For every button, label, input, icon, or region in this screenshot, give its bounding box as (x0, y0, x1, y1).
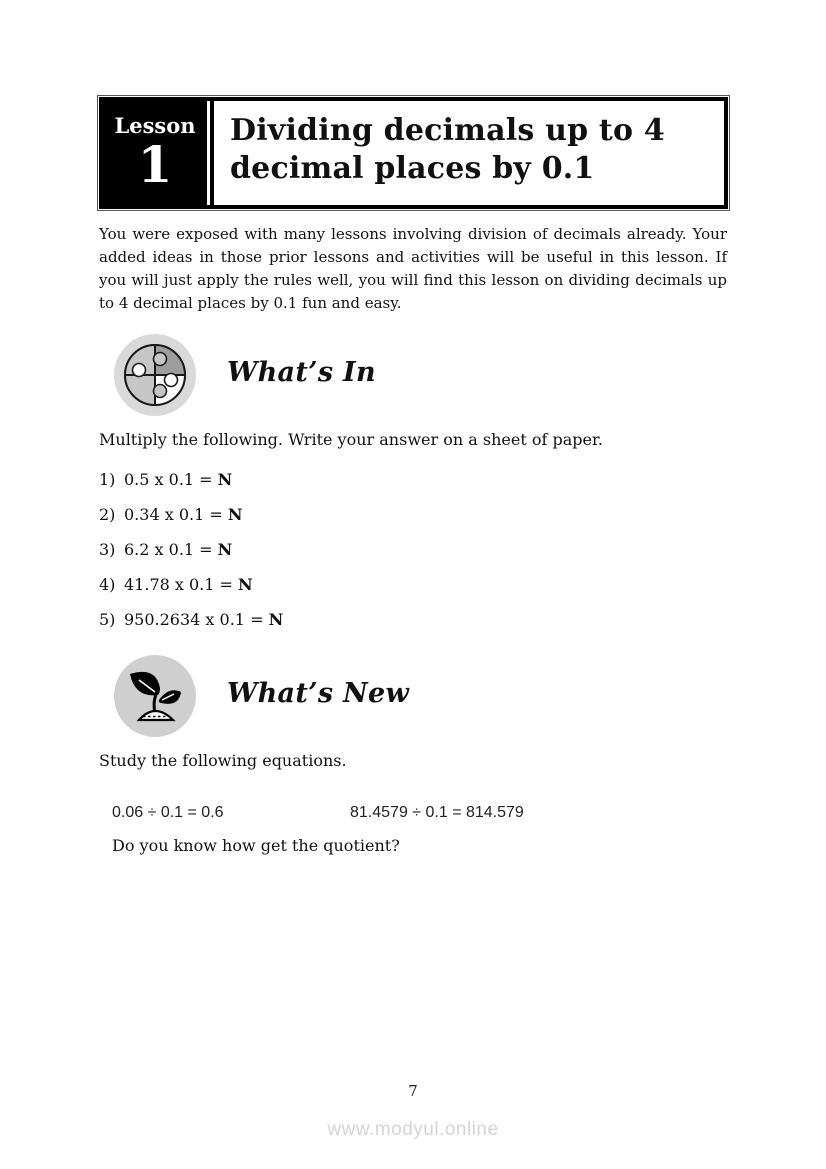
page-number: 7 (408, 1082, 418, 1100)
list-item (99, 507, 826, 523)
whats-in-instruction: Multiply the following. Write your answer on a sheet of paper. (99, 430, 603, 449)
lesson-number: 1 (137, 134, 173, 194)
item-number: 2) (99, 505, 116, 524)
lesson-number-cell (103, 101, 210, 205)
item-expression: 950.2634 x 0.1 = (124, 610, 269, 629)
equation-2: 81.4579 ÷ 0.1 = 814.579 (350, 804, 524, 821)
whats-new-heading: What’s New (227, 677, 410, 709)
item-number: 5) (99, 610, 116, 629)
quotient-question: Do you know how get the quotient? (112, 836, 400, 855)
item-answer: N (238, 575, 253, 594)
item-expression: 6.2 x 0.1 = (124, 540, 218, 559)
lesson-label: Lesson (114, 112, 196, 138)
list-item (99, 542, 826, 558)
puzzle-icon (113, 333, 197, 417)
lesson-title-line2: decimal places by 0.1 (230, 151, 595, 186)
equation-1: 0.06 ÷ 0.1 = 0.6 (112, 804, 224, 821)
lesson-title (210, 101, 724, 205)
list-item (99, 612, 826, 628)
whats-new-instruction: Study the following equations. (99, 751, 347, 770)
item-answer: N (217, 470, 233, 489)
item-number: 4) (99, 575, 116, 594)
exercise-list (99, 472, 826, 628)
item-expression: 0.5 x 0.1 = (124, 470, 218, 489)
whats-in-header-row (113, 333, 826, 417)
lesson-title-line1: Dividing decimals up to 4 (230, 113, 665, 148)
item-expression: 41.78 x 0.1 = (124, 575, 239, 594)
item-answer: N (268, 610, 284, 629)
whats-in-heading: What’s In (227, 356, 376, 388)
list-item (99, 472, 826, 488)
item-answer: N (227, 505, 243, 524)
equations-row (112, 804, 826, 822)
whats-new-header-row (113, 654, 826, 738)
item-expression: 0.34 x 0.1 = (124, 505, 228, 524)
item-number: 3) (99, 540, 116, 559)
list-item (99, 577, 826, 593)
seedling-icon (113, 654, 197, 738)
item-answer: N (217, 540, 233, 559)
intro-paragraph: You were exposed with many lessons involving division of decimals already. Your added ideas in those prior lessons and activities will be useful in this lesson. If you will just apply the rules well, you will find this lesson on dividing decimals up to 4 decimal places by 0.1 fun and easy. (99, 225, 727, 312)
watermark: www.modyul.online (327, 1119, 499, 1140)
lesson-header (99, 97, 728, 209)
item-number: 1) (99, 470, 116, 489)
